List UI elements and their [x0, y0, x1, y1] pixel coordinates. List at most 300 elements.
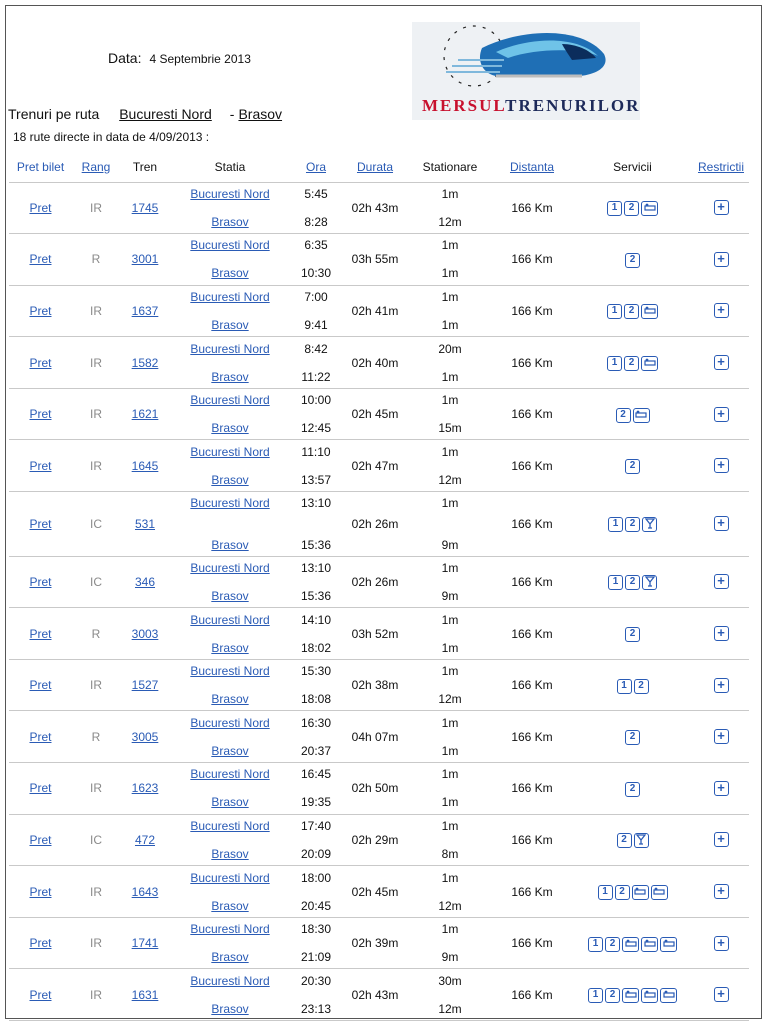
class-badge[interactable]: 1	[598, 885, 613, 900]
station-to-link[interactable]: Brasov	[211, 795, 249, 810]
services-icons	[608, 575, 657, 590]
sleeper-icon[interactable]	[633, 408, 650, 423]
stop-cell	[408, 814, 492, 866]
time-stack	[290, 613, 342, 655]
class-badge[interactable]: 2	[625, 782, 640, 797]
restaurant-icon[interactable]	[642, 517, 657, 532]
train-cell	[120, 388, 170, 440]
services-icons	[607, 356, 658, 371]
restriction-cell	[693, 492, 749, 557]
restriction-cell	[693, 285, 749, 337]
rank-cell: R	[72, 234, 120, 286]
stop-departure: 1m	[441, 612, 459, 627]
train-cell	[120, 234, 170, 286]
restriction-cell	[693, 440, 749, 492]
class-badge[interactable]: 2	[625, 575, 640, 590]
stop-departure: 1m	[441, 444, 459, 459]
sleeper-icon-shape	[644, 357, 656, 367]
train-cell	[120, 182, 170, 234]
class-badge[interactable]: 2	[624, 201, 639, 216]
distance-cell: 166 Km	[492, 763, 572, 815]
col-rang-link[interactable]: Rang	[81, 159, 111, 174]
arrival-time: 18:02	[300, 640, 332, 655]
distance-cell: 166 Km	[492, 388, 572, 440]
stop-stack	[408, 187, 492, 229]
stop-arrival: 9m	[441, 950, 459, 965]
station-cell	[170, 814, 290, 866]
train-number-link[interactable]: 1637	[131, 303, 159, 318]
rank-cell: IR	[72, 763, 120, 815]
services-cell	[572, 234, 693, 286]
col-ora-link[interactable]: Ora	[305, 159, 326, 174]
price-link[interactable]: Pret	[29, 781, 52, 796]
services-icons	[616, 408, 650, 423]
station-from-link[interactable]: Bucuresti Nord	[190, 973, 270, 988]
services-icons	[617, 833, 649, 848]
class-badge[interactable]: 2	[624, 356, 639, 371]
stop-arrival: 15m	[438, 421, 462, 436]
stop-cell	[408, 337, 492, 389]
price-link[interactable]: Pret	[29, 516, 52, 531]
departure-time: 16:45	[300, 767, 332, 782]
sleeper-icon-shape	[644, 202, 656, 212]
col-restrictii-link[interactable]: Restrictii	[697, 159, 744, 174]
train-number-link[interactable]: 3001	[131, 252, 159, 267]
table-row	[9, 492, 749, 557]
route-count: 18 rute directe in data de 4/09/2013 :	[13, 130, 210, 144]
class-badge[interactable]: 1	[588, 937, 603, 952]
arrival-time: 15:36	[300, 537, 332, 552]
restaurant-icon[interactable]	[634, 833, 649, 848]
station-stack	[170, 445, 290, 487]
glass-icon-shape	[645, 518, 655, 529]
train-number-link[interactable]: 531	[134, 516, 156, 531]
col-durata[interactable]	[342, 152, 408, 182]
time-cell	[290, 440, 342, 492]
time-cell	[290, 969, 342, 1021]
class-badge[interactable]: 2	[625, 627, 640, 642]
services-cell	[572, 711, 693, 763]
station-from-link[interactable]: Bucuresti Nord	[190, 444, 270, 459]
station-from-link[interactable]: Bucuresti Nord	[190, 495, 270, 510]
restriction-plus-icon[interactable]: +	[714, 832, 729, 847]
station-to-link[interactable]: Brasov	[211, 898, 249, 913]
col-ora[interactable]	[290, 152, 342, 182]
sleeper-icon[interactable]	[632, 885, 649, 900]
class-badge[interactable]: 1	[608, 575, 623, 590]
station-cell	[170, 388, 290, 440]
services-icons	[607, 201, 658, 216]
time-stack	[290, 238, 342, 280]
class-badge[interactable]: 1	[607, 201, 622, 216]
restriction-cell	[693, 182, 749, 234]
station-to-link[interactable]: Brasov	[211, 846, 249, 861]
station-to-link[interactable]: Brasov	[211, 369, 249, 384]
restriction-plus-icon[interactable]: +	[714, 884, 729, 899]
station-cell	[170, 969, 290, 1021]
services-icons	[625, 627, 640, 642]
class-badge[interactable]: 2	[624, 304, 639, 319]
rank-cell: IR	[72, 182, 120, 234]
sleeper-icon-shape	[653, 886, 665, 896]
duration-cell: 02h 43m	[342, 969, 408, 1021]
col-durata-link[interactable]: Durata	[356, 159, 394, 174]
price-cell	[9, 711, 72, 763]
sleeper-icon[interactable]	[651, 885, 668, 900]
departure-time: 17:40	[300, 818, 332, 833]
services-cell	[572, 763, 693, 815]
station-from-link[interactable]: Bucuresti Nord	[190, 238, 270, 253]
station-to-link[interactable]: Brasov	[211, 640, 249, 655]
class-badge[interactable]: 1	[608, 517, 623, 532]
station-from-link[interactable]: Bucuresti Nord	[190, 612, 270, 627]
sleeper-icon[interactable]	[641, 937, 658, 952]
restriction-cell	[693, 659, 749, 711]
restriction-cell	[693, 711, 749, 763]
time-cell	[290, 917, 342, 969]
stop-cell	[408, 285, 492, 337]
train-number-link[interactable]: 1741	[131, 936, 159, 951]
time-cell	[290, 763, 342, 815]
restriction-cell	[693, 234, 749, 286]
stop-arrival: 12m	[438, 1001, 462, 1016]
stop-stack	[408, 767, 492, 809]
restriction-plus-icon[interactable]: +	[714, 200, 729, 215]
stop-stack	[408, 238, 492, 280]
time-stack	[290, 716, 342, 758]
stop-cell	[408, 969, 492, 1021]
class-badge[interactable]: 2	[625, 253, 640, 268]
class-badge[interactable]: 2	[634, 679, 649, 694]
train-number-link[interactable]: 3003	[131, 626, 159, 641]
table-row	[9, 556, 749, 608]
station-from-link[interactable]: Bucuresti Nord	[190, 870, 270, 885]
restriction-plus-icon[interactable]: +	[714, 574, 729, 589]
table-row	[9, 711, 749, 763]
station-stack	[170, 561, 290, 603]
time-stack	[290, 445, 342, 487]
station-cell	[170, 608, 290, 660]
class-badge[interactable]: 2	[625, 517, 640, 532]
restriction-cell	[693, 866, 749, 918]
arrival-time: 18:08	[300, 692, 332, 707]
rank-cell: IR	[72, 337, 120, 389]
col-distanta-link[interactable]: Distanta	[509, 159, 555, 174]
services-icons	[625, 730, 640, 745]
duration-cell: 02h 45m	[342, 866, 408, 918]
date-line	[108, 50, 251, 66]
rank-cell: R	[72, 711, 120, 763]
distance-cell: 166 Km	[492, 234, 572, 286]
price-cell	[9, 388, 72, 440]
time-cell	[290, 608, 342, 660]
time-cell	[290, 285, 342, 337]
price-link[interactable]: Pret	[29, 574, 52, 589]
train-number-link[interactable]: 1527	[131, 678, 159, 693]
departure-time: 14:10	[300, 612, 332, 627]
price-link[interactable]: Pret	[29, 936, 52, 951]
table-row	[9, 814, 749, 866]
price-link[interactable]: Pret	[29, 678, 52, 693]
price-link[interactable]: Pret	[29, 729, 52, 744]
sleeper-icon-shape	[635, 409, 647, 419]
station-from-link[interactable]: Bucuresti Nord	[190, 341, 270, 356]
stop-arrival: 8m	[441, 846, 459, 861]
price-cell	[9, 814, 72, 866]
train-number-link[interactable]: 1631	[131, 987, 159, 1002]
restriction-plus-icon[interactable]: +	[714, 458, 729, 473]
col-restrictii[interactable]	[693, 152, 749, 182]
arrival-time: 12:45	[300, 421, 332, 436]
train-number-link[interactable]: 1643	[131, 884, 159, 899]
restriction-cell	[693, 814, 749, 866]
station-cell	[170, 182, 290, 234]
station-stack	[170, 342, 290, 384]
departure-time: 6:35	[304, 238, 328, 253]
price-cell	[9, 969, 72, 1021]
sleeper-icon[interactable]	[660, 988, 677, 1003]
train-number-link[interactable]: 1745	[131, 200, 159, 215]
station-to-link[interactable]: Brasov	[211, 1001, 249, 1016]
train-number-link[interactable]: 1623	[131, 781, 159, 796]
station-from-link[interactable]: Bucuresti Nord	[190, 393, 270, 408]
stop-cell	[408, 866, 492, 918]
station-from-link[interactable]: Bucuresti Nord	[190, 289, 270, 304]
distance-cell: 166 Km	[492, 608, 572, 660]
price-link[interactable]: Pret	[29, 626, 52, 641]
train-cell	[120, 969, 170, 1021]
services-icons	[625, 253, 640, 268]
station-to-link[interactable]: Brasov	[211, 537, 249, 552]
duration-cell: 02h 38m	[342, 659, 408, 711]
price-cell	[9, 337, 72, 389]
station-to-link[interactable]: Brasov	[211, 692, 249, 707]
restriction-plus-icon[interactable]: +	[714, 355, 729, 370]
station-cell	[170, 285, 290, 337]
departure-time: 16:30	[300, 715, 332, 730]
price-link[interactable]: Pret	[29, 200, 52, 215]
stop-cell	[408, 492, 492, 557]
glass-icon-shape	[636, 834, 646, 845]
restriction-plus-icon[interactable]: +	[714, 626, 729, 641]
sleeper-icon[interactable]	[641, 201, 658, 216]
restriction-plus-icon[interactable]: +	[714, 516, 729, 531]
station-to-link[interactable]: Brasov	[211, 472, 249, 487]
sleeper-icon[interactable]	[660, 937, 677, 952]
stop-cell	[408, 608, 492, 660]
price-cell	[9, 917, 72, 969]
time-stack	[290, 974, 342, 1016]
price-cell	[9, 659, 72, 711]
station-from-link[interactable]: Bucuresti Nord	[190, 767, 270, 782]
price-link[interactable]: Pret	[29, 832, 52, 847]
route-line	[8, 106, 286, 122]
restriction-plus-icon[interactable]: +	[714, 303, 729, 318]
stop-cell	[408, 763, 492, 815]
restriction-plus-icon[interactable]: +	[714, 729, 729, 744]
station-to-link[interactable]: Brasov	[211, 743, 249, 758]
price-cell	[9, 763, 72, 815]
col-servicii: Servicii	[572, 152, 693, 182]
arrival-time: 20:09	[300, 846, 332, 861]
restaurant-icon[interactable]	[642, 575, 657, 590]
station-from-link[interactable]: Bucuresti Nord	[190, 715, 270, 730]
stop-departure: 1m	[441, 289, 459, 304]
class-badge[interactable]: 2	[605, 988, 620, 1003]
stop-stack	[408, 290, 492, 332]
sleeper-icon[interactable]	[641, 988, 658, 1003]
time-cell	[290, 337, 342, 389]
distance-cell: 166 Km	[492, 917, 572, 969]
sleeper-icon[interactable]	[622, 988, 639, 1003]
services-cell	[572, 440, 693, 492]
distance-cell: 166 Km	[492, 711, 572, 763]
train-number-link[interactable]: 346	[134, 574, 156, 589]
train-cell	[120, 285, 170, 337]
stop-cell	[408, 659, 492, 711]
stop-departure: 1m	[441, 560, 459, 575]
stop-arrival: 12m	[438, 472, 462, 487]
train-number-link[interactable]: 1582	[131, 355, 159, 370]
sleeper-icon-shape	[634, 886, 646, 896]
rank-cell: IR	[72, 659, 120, 711]
table-row	[9, 659, 749, 711]
time-cell	[290, 492, 342, 557]
duration-cell: 02h 40m	[342, 337, 408, 389]
restriction-plus-icon[interactable]: +	[714, 781, 729, 796]
services-icons	[608, 517, 657, 532]
station-to-link[interactable]: Brasov	[211, 950, 249, 965]
restriction-plus-icon[interactable]: +	[714, 252, 729, 267]
table-row	[9, 969, 749, 1021]
class-badge[interactable]: 2	[605, 937, 620, 952]
price-link[interactable]: Pret	[29, 987, 52, 1002]
col-rang[interactable]	[72, 152, 120, 182]
restriction-plus-icon[interactable]: +	[714, 407, 729, 422]
time-cell	[290, 388, 342, 440]
route-to-link[interactable]: Brasov	[238, 106, 283, 122]
station-to-link[interactable]: Brasov	[211, 214, 249, 229]
station-cell	[170, 337, 290, 389]
price-cell	[9, 285, 72, 337]
arrival-time: 13:57	[300, 472, 332, 487]
class-badge[interactable]: 1	[617, 679, 632, 694]
station-from-link[interactable]: Bucuresti Nord	[190, 186, 270, 201]
stop-stack	[408, 561, 492, 603]
price-link[interactable]: Pret	[29, 355, 52, 370]
class-badge[interactable]: 1	[588, 988, 603, 1003]
price-link[interactable]: Pret	[29, 407, 52, 422]
stop-departure: 1m	[441, 495, 459, 510]
price-cell	[9, 866, 72, 918]
distance-cell: 166 Km	[492, 969, 572, 1021]
time-stack	[290, 393, 342, 435]
class-badge[interactable]: 2	[616, 408, 631, 423]
station-to-link[interactable]: Brasov	[211, 588, 249, 603]
train-number-link[interactable]: 3005	[131, 729, 159, 744]
arrival-time: 21:09	[300, 950, 332, 965]
train-number-link[interactable]: 472	[134, 832, 156, 847]
table-row	[9, 337, 749, 389]
stop-stack	[408, 922, 492, 964]
sleeper-icon[interactable]	[641, 356, 658, 371]
price-link[interactable]: Pret	[29, 303, 52, 318]
station-stack	[170, 290, 290, 332]
class-badge[interactable]: 1	[607, 304, 622, 319]
sleeper-icon[interactable]	[641, 304, 658, 319]
stop-arrival: 1m	[441, 795, 459, 810]
class-badge[interactable]: 2	[617, 833, 632, 848]
time-cell	[290, 711, 342, 763]
col-distanta[interactable]	[492, 152, 572, 182]
restriction-plus-icon[interactable]: +	[714, 987, 729, 1002]
time-cell	[290, 556, 342, 608]
stop-arrival: 1m	[441, 266, 459, 281]
arrival-time: 11:22	[301, 369, 331, 384]
station-cell	[170, 440, 290, 492]
date-label: Data:	[108, 50, 142, 66]
table-row	[9, 440, 749, 492]
station-from-link[interactable]: Bucuresti Nord	[190, 922, 270, 937]
train-number-link[interactable]: 1645	[131, 458, 159, 473]
stop-departure: 1m	[441, 715, 459, 730]
departure-time: 18:00	[300, 870, 332, 885]
station-from-link[interactable]: Bucuresti Nord	[190, 818, 270, 833]
duration-cell: 02h 50m	[342, 763, 408, 815]
route-separator: -	[229, 106, 235, 122]
restriction-plus-icon[interactable]: +	[714, 936, 729, 951]
services-icons	[607, 304, 658, 319]
class-badge[interactable]: 2	[625, 459, 640, 474]
time-stack	[290, 767, 342, 809]
stop-stack	[408, 393, 492, 435]
class-badge[interactable]: 1	[607, 356, 622, 371]
services-cell	[572, 337, 693, 389]
departure-time: 5:45	[304, 186, 328, 201]
mersul-trenurilor-logo	[412, 22, 640, 120]
arrival-time: 10:30	[300, 266, 332, 281]
route-from-link[interactable]: Bucuresti Nord	[119, 106, 212, 122]
restriction-plus-icon[interactable]: +	[714, 678, 729, 693]
services-icons	[625, 782, 640, 797]
time-stack	[290, 819, 342, 861]
station-from-link[interactable]: Bucuresti Nord	[190, 664, 270, 679]
station-to-link[interactable]: Brasov	[211, 266, 249, 281]
station-to-link[interactable]: Brasov	[211, 317, 249, 332]
train-cell	[120, 917, 170, 969]
services-icons	[598, 885, 668, 900]
departure-time: 13:10	[300, 495, 332, 510]
train-cell	[120, 608, 170, 660]
stop-stack	[408, 871, 492, 913]
route-label: Trenuri pe ruta	[8, 106, 100, 122]
rank-cell: IR	[72, 866, 120, 918]
class-badge[interactable]: 2	[625, 730, 640, 745]
table-row	[9, 388, 749, 440]
price-link[interactable]: Pret	[29, 252, 52, 267]
station-to-link[interactable]: Brasov	[211, 421, 249, 436]
class-badge[interactable]: 2	[615, 885, 630, 900]
price-link[interactable]: Pret	[29, 884, 52, 899]
price-link[interactable]: Pret	[29, 458, 52, 473]
sleeper-icon[interactable]	[622, 937, 639, 952]
duration-cell: 02h 29m	[342, 814, 408, 866]
stop-stack	[408, 496, 492, 552]
station-from-link[interactable]: Bucuresti Nord	[190, 560, 270, 575]
train-number-link[interactable]: 1621	[131, 407, 159, 422]
departure-time: 11:10	[301, 444, 331, 459]
train-cell	[120, 440, 170, 492]
